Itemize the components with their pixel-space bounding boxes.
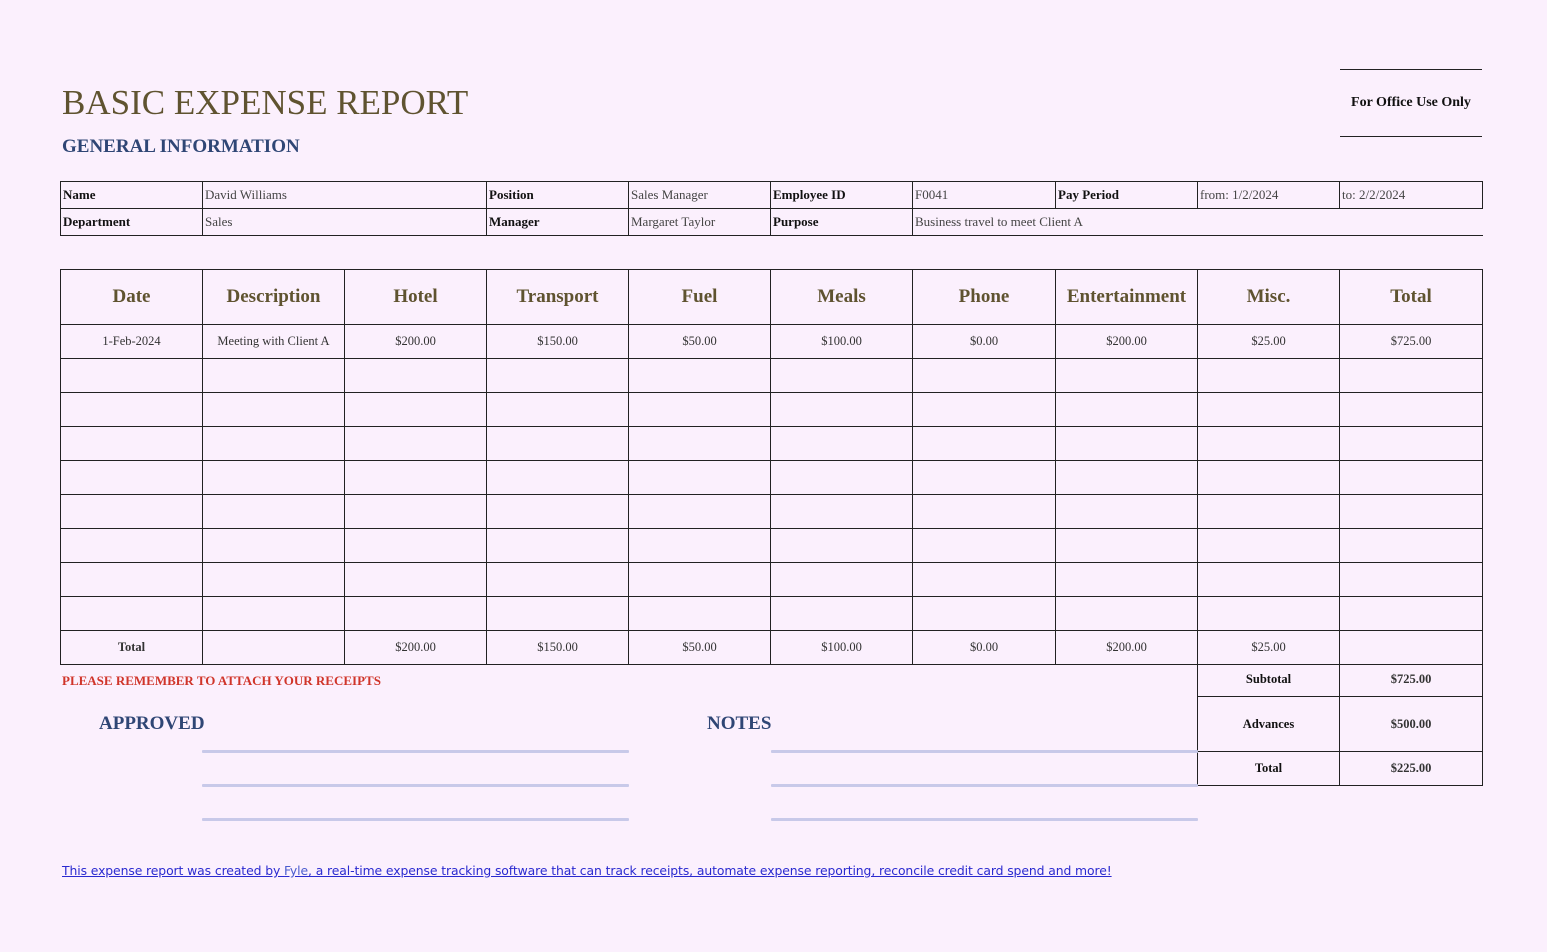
footer-suffix[interactable]: , a real-time expense tracking software that can track receipts, automate expense reporting, reconcile credit card spend and more!	[308, 863, 1112, 878]
approved-signature-line-3[interactable]	[202, 818, 629, 821]
approved-signature-line-2[interactable]	[202, 784, 629, 787]
cell-entertainment[interactable]	[1056, 529, 1198, 563]
cell-total[interactable]	[1340, 563, 1483, 597]
cell-entertainment[interactable]	[1056, 393, 1198, 427]
info-row-2	[61, 209, 1483, 236]
cell-phone[interactable]	[913, 597, 1056, 631]
cell-fuel[interactable]	[629, 495, 771, 529]
cell-meals[interactable]	[771, 461, 913, 495]
cell-description[interactable]: Meeting with Client A	[203, 325, 345, 359]
cell-misc[interactable]	[1198, 427, 1340, 461]
cell-misc[interactable]	[1198, 393, 1340, 427]
approved-signature-line-1[interactable]	[202, 750, 629, 753]
total-entertainment: $200.00	[1056, 631, 1198, 665]
total-grand	[1340, 631, 1483, 665]
cell-total[interactable]	[1340, 495, 1483, 529]
cell-phone[interactable]	[913, 529, 1056, 563]
cell-hotel[interactable]	[345, 393, 487, 427]
cell-transport[interactable]	[487, 427, 629, 461]
cell-entertainment[interactable]	[1056, 495, 1198, 529]
general-information-heading: GENERAL INFORMATION	[62, 136, 300, 157]
cell-hotel[interactable]: $200.00	[345, 325, 487, 359]
cell-transport[interactable]	[487, 495, 629, 529]
cell-description[interactable]	[203, 563, 345, 597]
office-use-box	[1340, 69, 1482, 137]
cell-phone[interactable]	[913, 461, 1056, 495]
cell-hotel[interactable]	[345, 563, 487, 597]
col-header-total: Total	[1340, 270, 1483, 325]
table-row	[61, 495, 1483, 529]
office-use-label: For Office Use Only	[1351, 95, 1471, 110]
report-title: BASIC EXPENSE REPORT	[62, 83, 469, 122]
table-row	[61, 427, 1483, 461]
pay-period-to-field[interactable]: to: 2/2/2024	[1340, 182, 1483, 209]
cell-hotel[interactable]	[345, 427, 487, 461]
advances-row	[1198, 697, 1483, 752]
name-field[interactable]: David Williams	[203, 182, 487, 209]
col-header-meals: Meals	[771, 270, 913, 325]
info-row-1	[61, 182, 1483, 209]
cell-misc[interactable]	[1198, 359, 1340, 393]
total-phone: $0.00	[913, 631, 1056, 665]
approved-heading: APPROVED	[99, 713, 205, 734]
cell-date[interactable]	[61, 359, 203, 393]
col-header-description: Description	[203, 270, 345, 325]
cell-meals[interactable]	[771, 427, 913, 461]
table-row	[61, 325, 1483, 359]
manager-field[interactable]: Margaret Taylor	[629, 209, 771, 236]
cell-description[interactable]	[203, 597, 345, 631]
cell-date[interactable]	[61, 563, 203, 597]
cell-date[interactable]	[61, 461, 203, 495]
cell-fuel[interactable]	[629, 597, 771, 631]
summary-table	[1197, 663, 1483, 786]
cell-fuel[interactable]: $50.00	[629, 325, 771, 359]
table-row	[61, 563, 1483, 597]
fyle-brand-link[interactable]: Fyle	[284, 863, 309, 878]
cell-description[interactable]	[203, 359, 345, 393]
cell-total[interactable]	[1340, 597, 1483, 631]
notes-heading: NOTES	[707, 713, 772, 734]
cell-hotel[interactable]	[345, 359, 487, 393]
subtotal-row	[1198, 663, 1483, 697]
cell-date[interactable]: 1-Feb-2024	[61, 325, 203, 359]
total-description	[203, 631, 345, 665]
cell-total[interactable]	[1340, 529, 1483, 563]
cell-total[interactable]	[1340, 461, 1483, 495]
table-row	[61, 597, 1483, 631]
cell-phone[interactable]: $0.00	[913, 325, 1056, 359]
pay-period-from-field[interactable]: from: 1/2/2024	[1198, 182, 1340, 209]
cell-misc[interactable]	[1198, 495, 1340, 529]
cell-entertainment[interactable]	[1056, 427, 1198, 461]
manager-label: Manager	[487, 209, 629, 236]
cell-meals[interactable]	[771, 359, 913, 393]
pay-period-label: Pay Period	[1056, 182, 1198, 209]
cell-meals[interactable]	[771, 529, 913, 563]
cell-phone[interactable]	[913, 393, 1056, 427]
cell-date[interactable]	[61, 393, 203, 427]
cell-meals[interactable]	[771, 563, 913, 597]
col-header-date: Date	[61, 270, 203, 325]
subtotal-label: Subtotal	[1198, 663, 1340, 697]
cell-transport[interactable]	[487, 393, 629, 427]
cell-description[interactable]	[203, 427, 345, 461]
footer-prefix[interactable]: This expense report was created by	[62, 863, 285, 878]
cell-phone[interactable]	[913, 359, 1056, 393]
cell-fuel[interactable]	[629, 461, 771, 495]
total-meals: $100.00	[771, 631, 913, 665]
table-row	[61, 529, 1483, 563]
col-header-fuel: Fuel	[629, 270, 771, 325]
table-row	[61, 461, 1483, 495]
department-field[interactable]: Sales	[203, 209, 487, 236]
cell-entertainment[interactable]	[1056, 597, 1198, 631]
cell-transport[interactable]	[487, 461, 629, 495]
total-transport: $150.00	[487, 631, 629, 665]
cell-hotel[interactable]	[345, 529, 487, 563]
employee-id-field[interactable]: F0041	[913, 182, 1056, 209]
total-misc: $25.00	[1198, 631, 1340, 665]
cell-fuel[interactable]	[629, 427, 771, 461]
advances-label: Advances	[1198, 697, 1340, 752]
cell-hotel[interactable]	[345, 495, 487, 529]
net-total-label: Total	[1198, 752, 1340, 786]
cell-description[interactable]	[203, 461, 345, 495]
cell-transport[interactable]: $150.00	[487, 325, 629, 359]
cell-fuel[interactable]	[629, 393, 771, 427]
cell-hotel[interactable]	[345, 597, 487, 631]
cell-description[interactable]	[203, 393, 345, 427]
attach-receipts-reminder: PLEASE REMEMBER TO ATTACH YOUR RECEIPTS	[62, 673, 381, 688]
cell-phone[interactable]	[913, 495, 1056, 529]
cell-transport[interactable]	[487, 597, 629, 631]
table-row	[61, 393, 1483, 427]
total-fuel: $50.00	[629, 631, 771, 665]
cell-transport[interactable]	[487, 529, 629, 563]
col-header-transport: Transport	[487, 270, 629, 325]
purpose-field[interactable]: Business travel to meet Client A	[913, 209, 1483, 236]
cell-fuel[interactable]	[629, 529, 771, 563]
cell-entertainment[interactable]: $200.00	[1056, 325, 1198, 359]
expense-header-row	[61, 270, 1483, 325]
notes-line-1[interactable]	[771, 750, 1198, 753]
cell-hotel[interactable]	[345, 461, 487, 495]
expense-table	[60, 269, 1483, 665]
notes-line-2[interactable]	[771, 784, 1198, 787]
cell-misc[interactable]	[1198, 563, 1340, 597]
cell-phone[interactable]	[913, 427, 1056, 461]
cell-misc[interactable]: $25.00	[1198, 325, 1340, 359]
name-label: Name	[61, 182, 203, 209]
col-header-entertainment: Entertainment	[1056, 270, 1198, 325]
cell-date[interactable]	[61, 427, 203, 461]
cell-meals[interactable]	[771, 393, 913, 427]
cell-total[interactable]	[1340, 393, 1483, 427]
employee-id-label: Employee ID	[771, 182, 913, 209]
col-header-hotel: Hotel	[345, 270, 487, 325]
col-header-phone: Phone	[913, 270, 1056, 325]
department-label: Department	[61, 209, 203, 236]
total-hotel: $200.00	[345, 631, 487, 665]
cell-misc[interactable]	[1198, 529, 1340, 563]
cell-entertainment[interactable]	[1056, 563, 1198, 597]
cell-meals[interactable]	[771, 495, 913, 529]
totals-label: Total	[61, 631, 203, 665]
cell-meals[interactable]: $100.00	[771, 325, 913, 359]
cell-date[interactable]	[61, 495, 203, 529]
cell-fuel[interactable]	[629, 359, 771, 393]
net-total-row	[1198, 752, 1483, 786]
cell-description[interactable]	[203, 495, 345, 529]
cell-meals[interactable]	[771, 597, 913, 631]
cell-entertainment[interactable]	[1056, 461, 1198, 495]
position-label: Position	[487, 182, 629, 209]
purpose-label: Purpose	[771, 209, 913, 236]
position-field[interactable]: Sales Manager	[629, 182, 771, 209]
cell-misc[interactable]	[1198, 461, 1340, 495]
general-info-table	[60, 181, 1483, 236]
cell-fuel[interactable]	[629, 563, 771, 597]
cell-transport[interactable]	[487, 359, 629, 393]
cell-date[interactable]	[61, 597, 203, 631]
col-header-misc: Misc.	[1198, 270, 1340, 325]
table-row	[61, 359, 1483, 393]
cell-total[interactable]	[1340, 359, 1483, 393]
fyle-promo-link[interactable]	[62, 863, 1112, 878]
cell-transport[interactable]	[487, 563, 629, 597]
cell-total[interactable]: $725.00	[1340, 325, 1483, 359]
cell-total[interactable]	[1340, 427, 1483, 461]
advances-value[interactable]: $500.00	[1340, 697, 1483, 752]
cell-phone[interactable]	[913, 563, 1056, 597]
cell-misc[interactable]	[1198, 597, 1340, 631]
notes-line-3[interactable]	[771, 818, 1198, 821]
totals-row	[61, 631, 1483, 665]
net-total-value: $225.00	[1340, 752, 1483, 786]
cell-description[interactable]	[203, 529, 345, 563]
cell-entertainment[interactable]	[1056, 359, 1198, 393]
cell-date[interactable]	[61, 529, 203, 563]
subtotal-value: $725.00	[1340, 663, 1483, 697]
